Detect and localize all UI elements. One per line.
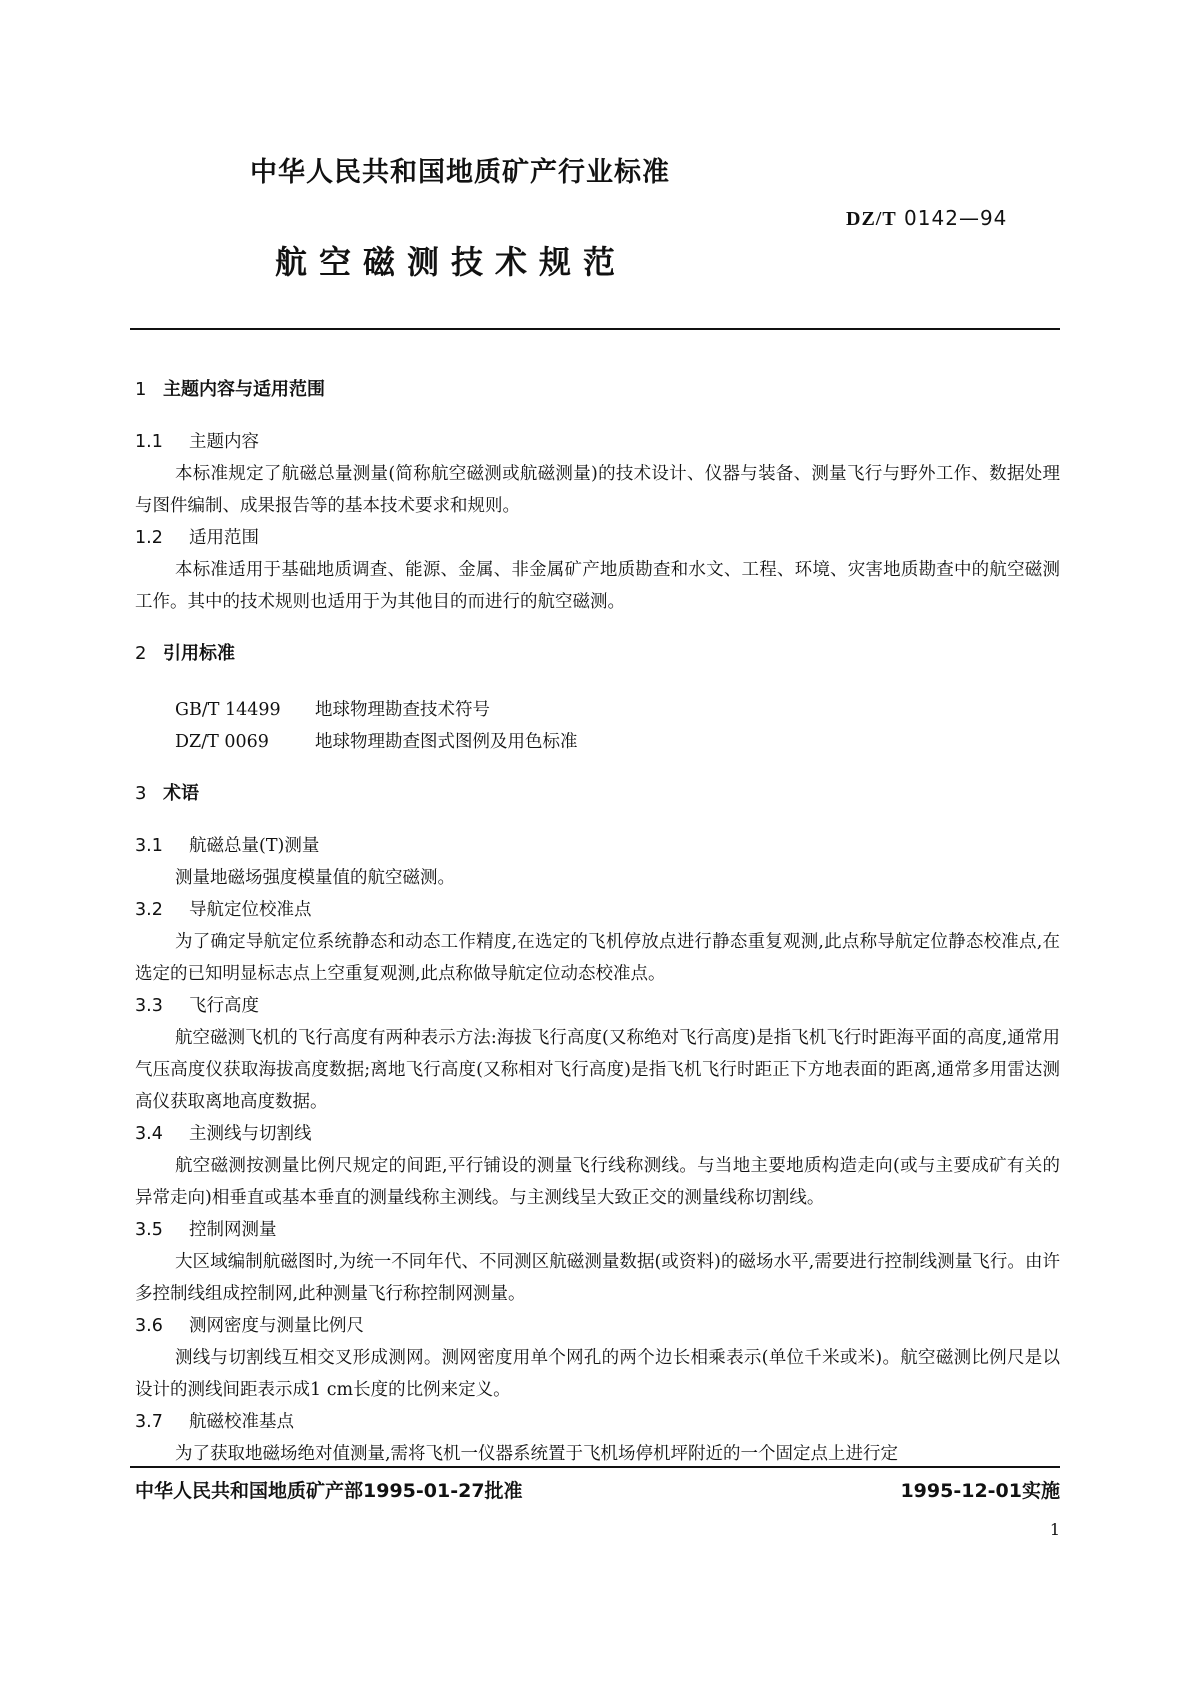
term-title: 主测线与切割线	[189, 1124, 312, 1144]
section-number: 1	[135, 379, 147, 400]
subsection-number: 1.2	[135, 528, 163, 548]
subsection-heading	[135, 522, 1060, 554]
term-definition: 测线与切割线互相交叉形成测网。测网密度用单个网孔的两个边长相乘表示(单位千米或米)。航空磁测比例尺是以设计的测线间距表示成1 cm长度的比例来定义。	[135, 1348, 1060, 1400]
subsection-title: 适用范围	[189, 528, 259, 548]
section-number: 2	[135, 643, 147, 664]
term-definition: 为了获取地磁场绝对值测量,需将飞机一仪器系统置于飞机场停机坪附近的一个固定点上进行定	[175, 1444, 899, 1464]
reference-code: DZ/T 0069	[175, 732, 269, 752]
term-number: 3.7	[135, 1412, 163, 1432]
subsection-title: 主题内容	[189, 432, 259, 452]
term-definition: 航空磁测按测量比例尺规定的间距,平行铺设的测量飞行线称测线。与当地主要地质构造走向(或与主要成矿有关的异常走向)相垂直或基本垂直的测量线称主测线。与主测线呈大致正交的测量线称切割线。	[135, 1156, 1060, 1208]
section-title: 引用标准	[163, 643, 235, 664]
standard-code-number: 0142—94	[904, 206, 1008, 230]
document-title: 航空磁测技术规范	[275, 243, 628, 281]
term-heading	[135, 1118, 1060, 1150]
term-heading	[135, 1310, 1060, 1342]
reference-item	[135, 726, 1060, 758]
section-number: 3	[135, 783, 147, 804]
bottom-divider	[130, 1466, 1060, 1468]
standard-title: 中华人民共和国地质矿产行业标准	[250, 157, 670, 188]
term-heading	[135, 990, 1060, 1022]
standard-code	[846, 206, 1007, 231]
term-number: 3.6	[135, 1316, 163, 1336]
term-definition: 大区域编制航磁图时,为统一不同年代、不同测区航磁测量数据(或资料)的磁场水平,需要进行控制线测量飞行。由许多控制线组成控制网,此种测量飞行称控制网测量。	[135, 1252, 1060, 1304]
paragraph: 本标准规定了航磁总量测量(简称航空磁测或航磁测量)的技术设计、仪器与装备、测量飞行与野外工作、数据处理与图件编制、成果报告等的基本技术要求和规则。	[135, 464, 1060, 516]
term-title: 航磁总量(T)测量	[189, 836, 320, 856]
term-number: 3.5	[135, 1220, 163, 1240]
section-heading	[135, 778, 1060, 810]
reference-name: 地球物理勘查图式图例及用色标准	[315, 732, 578, 752]
reference-item	[135, 694, 1060, 726]
section-heading	[135, 638, 1060, 670]
standard-code-prefix: DZ/T	[846, 208, 897, 230]
subsection-number: 1.1	[135, 432, 163, 452]
effective-date: 1995-12-01实施	[900, 1480, 1060, 1502]
term-number: 3.1	[135, 836, 163, 856]
term-title: 飞行高度	[189, 996, 259, 1016]
section-heading	[135, 374, 1060, 406]
term-title: 控制网测量	[189, 1220, 277, 1240]
term-title: 导航定位校准点	[189, 900, 312, 920]
term-number: 3.2	[135, 900, 163, 920]
term-number: 3.4	[135, 1124, 163, 1144]
term-definition: 测量地磁场强度模量值的航空磁测。	[175, 868, 455, 888]
paragraph: 本标准适用于基础地质调查、能源、金属、非金属矿产地质勘查和水文、工程、环境、灾害地质勘查中的航空磁测工作。其中的技术规则也适用于为其他目的而进行的航空磁测。	[135, 560, 1060, 612]
term-title: 测网密度与测量比例尺	[189, 1316, 364, 1336]
document-body	[135, 374, 1060, 1470]
reference-name: 地球物理勘查技术符号	[315, 700, 490, 720]
page-number: 1	[1049, 1520, 1060, 1539]
top-divider	[130, 328, 1060, 330]
approval-date: 中华人民共和国地质矿产部1995-01-27批准	[135, 1480, 523, 1502]
term-title: 航磁校准基点	[189, 1412, 294, 1432]
section-title: 术语	[163, 783, 199, 804]
term-heading	[135, 1406, 1060, 1438]
term-number: 3.3	[135, 996, 163, 1016]
term-definition: 航空磁测飞机的飞行高度有两种表示方法:海拔飞行高度(又称绝对飞行高度)是指飞机飞行时距海平面的高度,通常用气压高度仪获取海拔高度数据;离地飞行高度(又称相对飞行高度)是指飞机飞行时距正下方地表面的距离,通常多用雷达测高仪获取离地高度数据。	[135, 1028, 1060, 1112]
section-title: 主题内容与适用范围	[163, 379, 325, 400]
term-heading	[135, 1214, 1060, 1246]
term-definition: 为了确定导航定位系统静态和动态工作精度,在选定的飞机停放点进行静态重复观测,此点称导航定位静态校准点,在选定的已知明显标志点上空重复观测,此点称做导航定位动态校准点。	[135, 932, 1060, 984]
term-heading	[135, 830, 1060, 862]
reference-code: GB/T 14499	[175, 700, 281, 720]
term-heading	[135, 894, 1060, 926]
subsection-heading	[135, 426, 1060, 458]
